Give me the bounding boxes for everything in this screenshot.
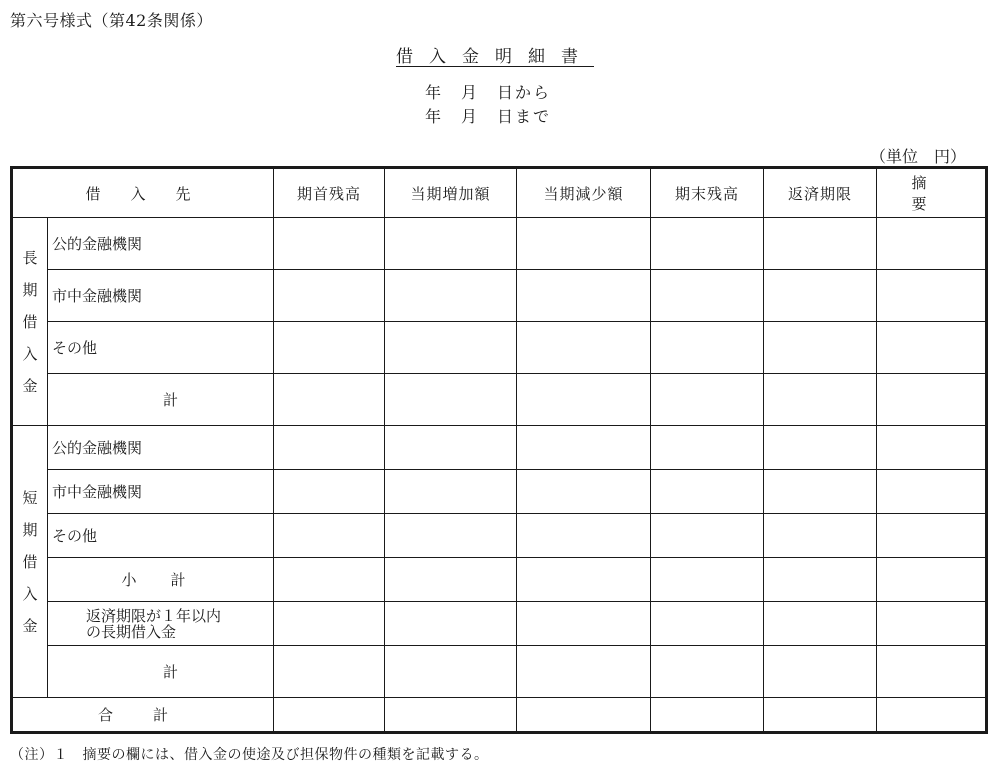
- cell-closing[interactable]: [651, 514, 764, 558]
- table-row: [12, 374, 987, 426]
- header-increase: 当期増加額: [385, 168, 517, 218]
- cell-decrease[interactable]: [517, 470, 651, 514]
- table-row: [12, 558, 987, 602]
- cell-opening[interactable]: [274, 374, 385, 426]
- row-label: その他: [48, 514, 274, 558]
- table-row: [12, 270, 987, 322]
- group-char: 短: [22, 488, 38, 507]
- table-row: [12, 602, 987, 646]
- footnote: （注）１ 摘要の欄には、借入金の使途及び担保物件の種類を記載する。: [10, 747, 489, 763]
- cell-opening[interactable]: [274, 558, 385, 602]
- row-label: 公的金融機関: [48, 218, 274, 270]
- group-char: 借: [22, 552, 38, 571]
- cell-deadline[interactable]: [764, 646, 877, 698]
- header-opening-balance: 期首残高: [274, 168, 385, 218]
- cell-opening[interactable]: [274, 602, 385, 646]
- table-row: [12, 322, 987, 374]
- cell-deadline[interactable]: [764, 698, 877, 733]
- cell-opening[interactable]: [274, 470, 385, 514]
- cell-deadline[interactable]: [764, 558, 877, 602]
- short-term-group-label: [12, 426, 48, 698]
- loan-statement-table: [10, 166, 988, 734]
- cell-increase[interactable]: [385, 646, 517, 698]
- cell-increase[interactable]: [385, 218, 517, 270]
- form-number: 第六号様式（第42条関係）: [10, 11, 213, 30]
- table-row: [12, 470, 987, 514]
- cell-closing[interactable]: [651, 558, 764, 602]
- group-char: 借: [22, 312, 38, 331]
- grand-total-row: [12, 698, 987, 733]
- cell-increase[interactable]: [385, 514, 517, 558]
- group-char: 期: [22, 280, 38, 299]
- short-term-total-label: 計: [48, 646, 274, 698]
- cell-decrease[interactable]: [517, 270, 651, 322]
- cell-deadline[interactable]: [764, 218, 877, 270]
- current-portion-label: [48, 602, 274, 646]
- cell-remarks[interactable]: [877, 602, 987, 646]
- row-label: 市中金融機関: [48, 270, 274, 322]
- cell-decrease[interactable]: [517, 218, 651, 270]
- cell-decrease[interactable]: [517, 558, 651, 602]
- group-char: 長: [22, 248, 38, 267]
- cell-remarks[interactable]: [877, 514, 987, 558]
- cell-deadline[interactable]: [764, 470, 877, 514]
- cell-closing[interactable]: [651, 426, 764, 470]
- cell-opening[interactable]: [274, 270, 385, 322]
- group-char: 入: [22, 584, 38, 603]
- cell-decrease[interactable]: [517, 602, 651, 646]
- cell-deadline[interactable]: [764, 322, 877, 374]
- cell-remarks[interactable]: [877, 558, 987, 602]
- cell-opening[interactable]: [274, 322, 385, 374]
- cell-increase[interactable]: [385, 374, 517, 426]
- header-repayment-deadline: 返済期限: [764, 168, 877, 218]
- grand-total-label: 合計: [12, 698, 274, 733]
- current-portion-line2: の長期借入金: [86, 622, 177, 641]
- cell-decrease[interactable]: [517, 426, 651, 470]
- cell-closing[interactable]: [651, 602, 764, 646]
- cell-deadline[interactable]: [764, 602, 877, 646]
- period-to: 年 月 日まで: [425, 107, 552, 126]
- cell-remarks[interactable]: [877, 426, 987, 470]
- cell-remarks[interactable]: [877, 470, 987, 514]
- group-char: 期: [22, 520, 38, 539]
- cell-decrease[interactable]: [517, 374, 651, 426]
- cell-closing[interactable]: [651, 218, 764, 270]
- document-title: 借入金明細書: [396, 47, 594, 67]
- period-from: 年 月 日から: [425, 83, 552, 102]
- long-term-total-label: 計: [48, 374, 274, 426]
- long-term-group-label: [12, 218, 48, 426]
- cell-increase[interactable]: [385, 698, 517, 733]
- cell-deadline[interactable]: [764, 270, 877, 322]
- cell-increase[interactable]: [385, 470, 517, 514]
- header-lender: 借入先: [12, 168, 274, 218]
- cell-increase[interactable]: [385, 270, 517, 322]
- cell-closing[interactable]: [651, 470, 764, 514]
- cell-increase[interactable]: [385, 322, 517, 374]
- cell-deadline[interactable]: [764, 514, 877, 558]
- cell-closing[interactable]: [651, 270, 764, 322]
- cell-opening[interactable]: [274, 218, 385, 270]
- cell-opening[interactable]: [274, 646, 385, 698]
- cell-closing[interactable]: [651, 322, 764, 374]
- header-remarks: 摘要: [877, 168, 987, 218]
- cell-closing[interactable]: [651, 646, 764, 698]
- table-row: [12, 514, 987, 558]
- cell-closing[interactable]: [651, 374, 764, 426]
- header-decrease: 当期減少額: [517, 168, 651, 218]
- table-row: [12, 646, 987, 698]
- cell-decrease[interactable]: [517, 514, 651, 558]
- cell-decrease[interactable]: [517, 646, 651, 698]
- row-label: その他: [48, 322, 274, 374]
- row-label: 公的金融機関: [48, 426, 274, 470]
- cell-decrease[interactable]: [517, 698, 651, 733]
- cell-deadline[interactable]: [764, 426, 877, 470]
- cell-closing[interactable]: [651, 698, 764, 733]
- cell-opening[interactable]: [274, 426, 385, 470]
- header-row: [12, 168, 987, 218]
- cell-decrease[interactable]: [517, 322, 651, 374]
- table-row: [12, 426, 987, 470]
- cell-increase[interactable]: [385, 602, 517, 646]
- cell-opening[interactable]: [274, 698, 385, 733]
- group-char: 金: [22, 616, 38, 635]
- header-closing-balance: 期末残高: [651, 168, 764, 218]
- cell-increase[interactable]: [385, 426, 517, 470]
- cell-remarks[interactable]: [877, 374, 987, 426]
- cell-remarks[interactable]: [877, 698, 987, 733]
- cell-remarks[interactable]: [877, 646, 987, 698]
- cell-remarks[interactable]: [877, 270, 987, 322]
- cell-remarks[interactable]: [877, 322, 987, 374]
- current-portion-line1: 返済期限が１年以内: [86, 606, 222, 625]
- cell-deadline[interactable]: [764, 374, 877, 426]
- row-label: 市中金融機関: [48, 470, 274, 514]
- cell-remarks[interactable]: [877, 218, 987, 270]
- short-term-subtotal-label: 小計: [48, 558, 274, 602]
- cell-opening[interactable]: [274, 514, 385, 558]
- cell-increase[interactable]: [385, 558, 517, 602]
- group-char: 金: [22, 376, 38, 395]
- table-row: [12, 218, 987, 270]
- unit-label: （単位 円）: [870, 147, 967, 166]
- group-char: 入: [22, 344, 38, 363]
